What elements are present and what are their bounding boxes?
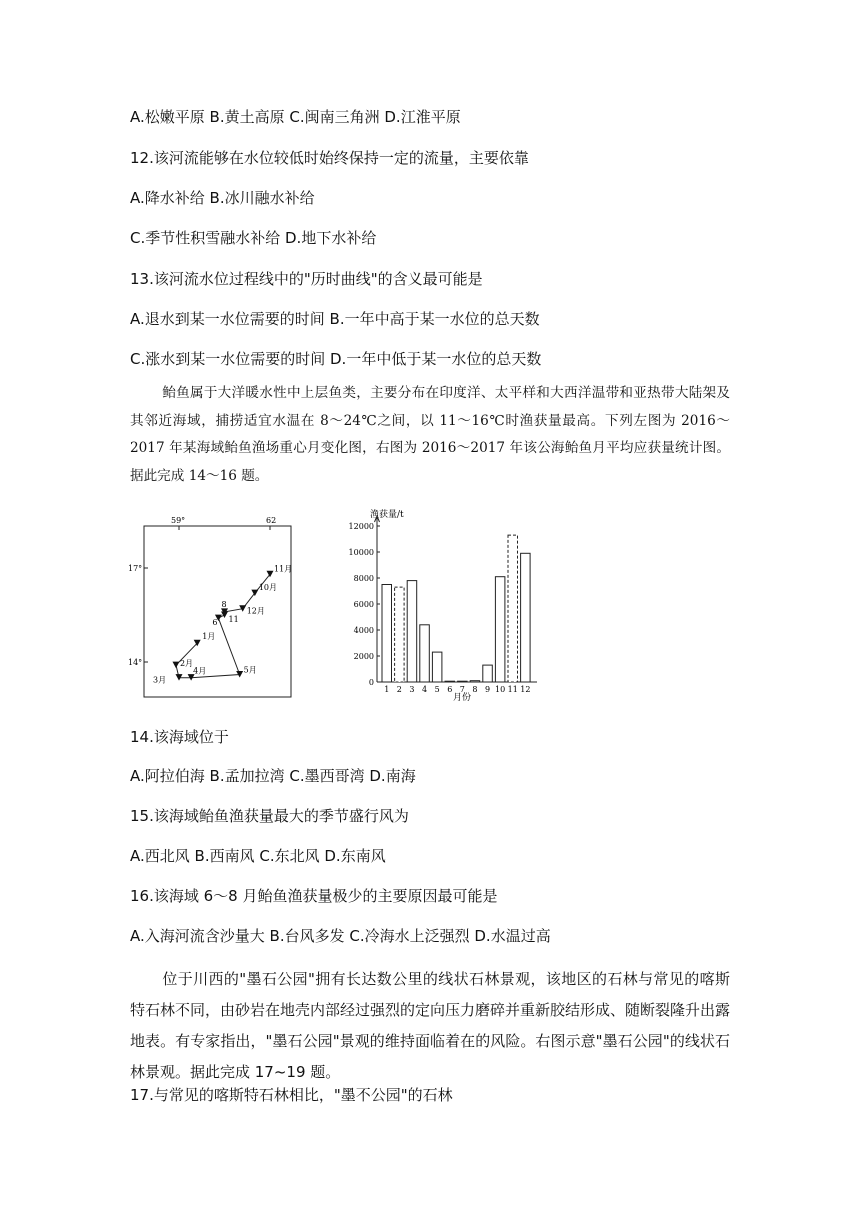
y-tick-label: 12000	[348, 522, 374, 531]
chart-bar	[420, 625, 430, 682]
x-tick-label: 6	[447, 685, 453, 694]
x-tick-label: 11	[507, 685, 518, 694]
map-point-marker	[172, 662, 179, 669]
q14-stem: 14.该海域位于	[130, 728, 229, 746]
y-tick-label: 10000	[348, 548, 374, 557]
map-point-label: 8	[221, 599, 227, 609]
q13-stem: 13.该河流水位过程线中的"历时曲线"的含义最可能是	[130, 270, 483, 288]
x-tick-label: 4	[422, 685, 428, 694]
q12-stem: 12.该河流能够在水位较低时始终保持一定的流量，主要依靠	[130, 149, 529, 167]
lon-label-59: 59°	[171, 516, 186, 525]
x-tick-label: 9	[485, 685, 491, 694]
q15-stem: 15.该海域鲐鱼渔获量最大的季节盛行风为	[130, 807, 409, 825]
map-point-label: 3月	[153, 675, 167, 685]
fishing-ground-map	[128, 516, 300, 700]
map-point-label: 1月	[202, 632, 216, 642]
x-tick-label: 3	[409, 685, 415, 694]
q13-options-b: C.涨水到某一水位需要的时间 D.一年中低于某一水位的总天数	[130, 350, 542, 368]
stone-forest-passage	[130, 964, 730, 1088]
q12-options-a: A.降水补给 B.冰川融水补给	[130, 189, 315, 207]
map-point-label: 4月	[193, 666, 207, 676]
mackerel-passage	[130, 380, 730, 490]
q17-stem: 17.与常见的喀斯特石林相比，"墨不公园"的石林	[130, 1086, 453, 1104]
map-point-label: 11	[228, 615, 239, 624]
q11-options: A.松嫩平原 B.黄土高原 C.闽南三角洲 D.江淮平原	[130, 108, 461, 126]
q15-options: A.西北风 B.西南风 C.东北风 D.东南风	[130, 847, 386, 865]
stone-forest-passage-text: 位于川西的"墨石公园"拥有长达数公里的线状石林景观，该地区的石林与常见的喀斯特石林不同，由砂岩在地壳内部经过强烈的定向压力磨碎并重新胶结形成、随断裂隆升出露地表。有专家指出，"墨石公园"景观的维持面临着在的风险。右图示意"墨石公园"的线状石林景观。据此完成 17~19 题。	[130, 970, 731, 1081]
y-tick-label: 6000	[353, 600, 374, 609]
q13-options-a: A.退水到某一水位需要的时间 B.一年中高于某一水位的总天数	[130, 310, 540, 328]
x-tick-label: 5	[434, 685, 440, 694]
map-point-marker	[239, 605, 246, 612]
map-point-label: 11月	[274, 564, 293, 574]
chart-bar	[407, 581, 417, 682]
mackerel-passage-text: 鲐鱼属于大洋暖水性中上层鱼类，主要分布在印度洋、太平样和大西洋温带和亚热带大陆架及其邻近海域，捕捞适宜水温在 8～24℃之间，以 11～16℃时渔获量最高。下列左图为 2016～2017 年某海域鲐鱼渔场重心月变化图，右图为 2016～2017 年该公海鲐鱼月平均应获量统计图。据此完成 14～16 题。	[130, 385, 730, 484]
lon-label-62: 62	[266, 516, 277, 525]
x-tick-label: 2	[396, 685, 402, 694]
map-track	[153, 564, 292, 684]
y-tick-label: 4000	[353, 626, 374, 635]
x-tick-label: 1	[384, 685, 390, 694]
catch-bar-chart	[340, 504, 550, 702]
chart-ylabel: 渔获量/t	[370, 510, 404, 520]
x-tick-label: 10	[495, 685, 506, 694]
y-tick-label: 2000	[353, 652, 374, 661]
map-point-label: 10月	[258, 583, 278, 593]
lat-label-14: 14°	[128, 658, 143, 667]
x-tick-label: 8	[472, 685, 478, 694]
chart-bar	[521, 553, 531, 682]
chart-bar	[508, 535, 518, 682]
lat-label-17: 17°	[128, 564, 143, 573]
chart-bar	[382, 585, 392, 683]
x-tick-label: 7	[459, 685, 465, 694]
chart-bar	[483, 665, 493, 682]
map-point-marker	[267, 571, 274, 578]
map-point-label: 2月	[179, 659, 194, 669]
chart-xlabel: 月份	[453, 693, 472, 702]
x-tick-label: 12	[520, 685, 531, 694]
y-tick-label: 0	[368, 678, 374, 687]
map-point-label: 6	[212, 618, 218, 628]
chart-bar	[445, 681, 455, 682]
chart-bar	[470, 681, 480, 682]
y-tick-label: 8000	[353, 574, 374, 583]
q14-options: A.阿拉伯海 B.孟加拉湾 C.墨西哥湾 D.南海	[130, 767, 416, 785]
chart-bar	[432, 652, 442, 682]
chart-bar	[458, 681, 468, 682]
q16-options: A.入海河流含沙量大 B.台风多发 C.冷海水上泛强烈 D.水温过高	[130, 927, 551, 945]
map-point-marker	[251, 590, 258, 597]
q16-stem: 16.该海域 6～8 月鲐鱼渔获量极少的主要原因最可能是	[130, 887, 498, 905]
chart-bar	[495, 577, 505, 682]
q12-options-b: C.季节性积雪融水补给 D.地下水补给	[130, 229, 377, 247]
chart-bar	[395, 587, 405, 682]
map-point-label: 12月	[246, 606, 265, 616]
map-frame	[144, 526, 291, 697]
map-point-label: 5月	[243, 665, 257, 675]
